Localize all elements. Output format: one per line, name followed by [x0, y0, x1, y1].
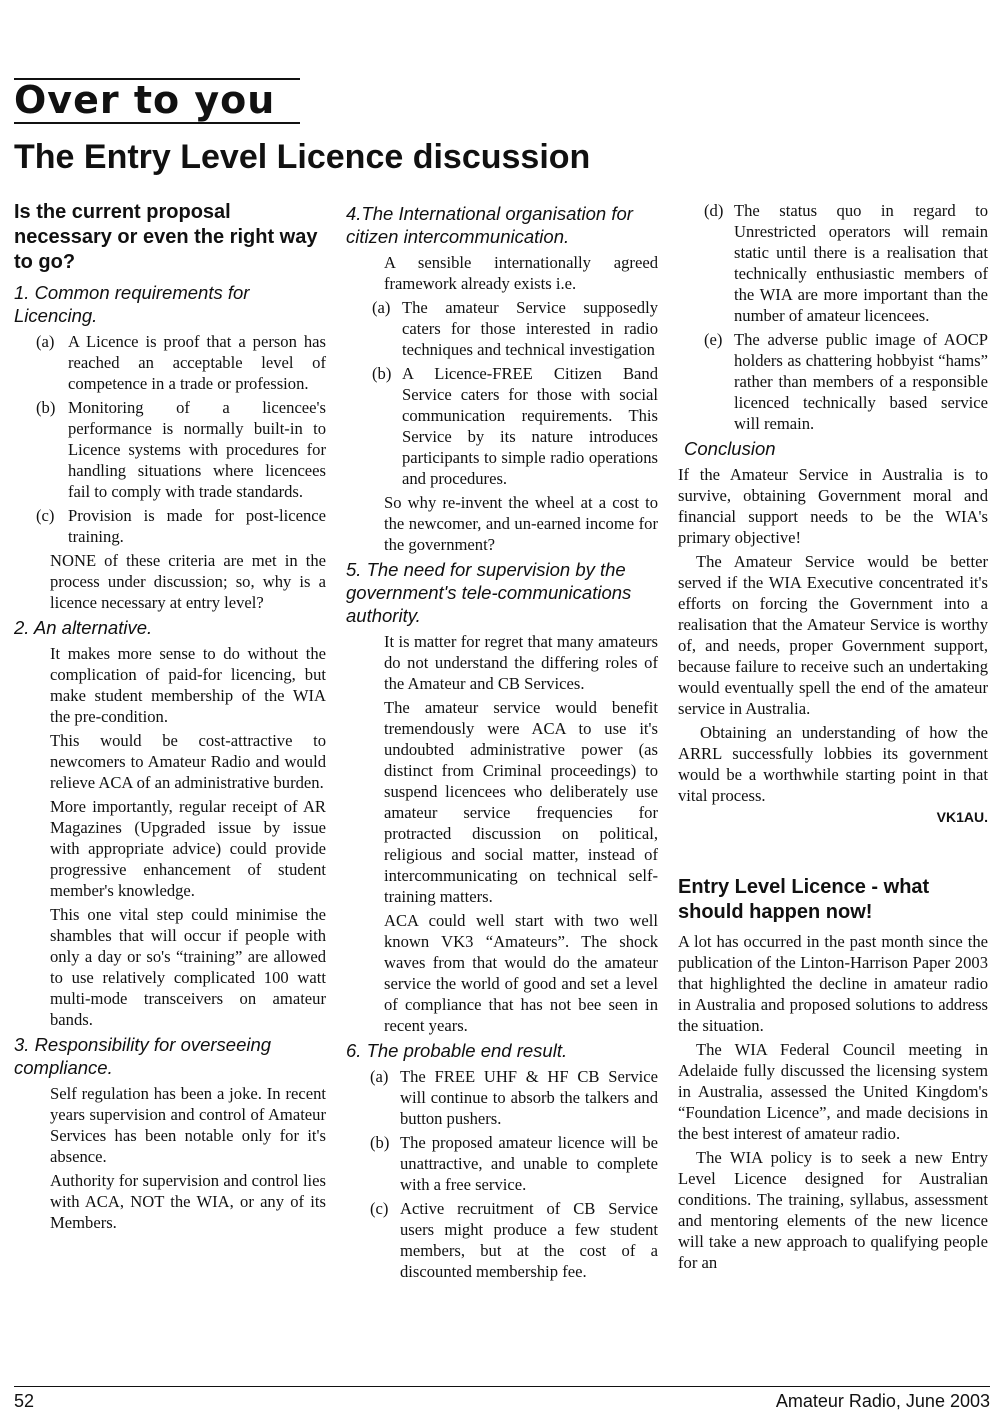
list-item-label: (a)	[36, 332, 55, 351]
list-item	[36, 505, 326, 547]
list-item-label: (b)	[370, 1133, 390, 1152]
list-4	[346, 297, 658, 489]
paragraph: ACA could well start with two well known VK3 “Amateurs”. The shock waves from that would do the amateur service the world of good and set a level of compliance that has not bee seen in recent years.	[384, 911, 658, 1035]
column-2	[346, 200, 658, 1285]
list-item	[36, 331, 326, 394]
section-3-body	[14, 1083, 326, 1233]
heading-conclusion: Conclusion	[684, 438, 776, 459]
list-item-text: A Licence is proof that a person has reached an acceptable level of competence in a trade or profession.	[68, 332, 326, 393]
list-item-text: The proposed amateur licence will be unattractive, and unable to complete with a free service.	[400, 1133, 658, 1194]
heading-5: 5. The need for supervision by the government's tele-communications authority.	[346, 559, 632, 626]
paragraph: Authority for supervision and control lies with ACA, NOT the WIA, or any of its Members.	[50, 1171, 326, 1232]
list-item-text: Provision is made for post-licence training.	[68, 506, 326, 546]
header-bottom-rule	[14, 122, 300, 124]
paragraph: Self regulation has been a joke. In recent years supervision and control of Amateur Services has been notable only for it's absence.	[50, 1084, 326, 1166]
section-2-body	[14, 643, 326, 1030]
heading-1: 1. Common requirements for Licencing.	[14, 282, 250, 326]
list-1	[14, 331, 326, 547]
paragraph: The WIA Federal Council meeting in Adelaide fully discussed the licensing system in Australia, assessed the United Kingdom's “Foundation Licence”, and made decisions in the best interest of amateur radio.	[678, 1040, 988, 1143]
list-item-text: The adverse public image of AOCP holders as chattering hobbyist “hams” rather than members of a responsible licenced technically based service will remain.	[734, 330, 988, 433]
paragraph: So why re-invent the wheel at a cost to the newcomer, and un-earned income for the government?	[384, 493, 658, 554]
list-item-label: (b)	[372, 364, 392, 383]
list-item-label: (b)	[36, 398, 56, 417]
column-3	[678, 200, 988, 1276]
list-6	[346, 1066, 658, 1282]
heading-4: 4.The International organisation for citizen intercommunication.	[346, 203, 633, 247]
heading-6: 6. The probable end result.	[346, 1040, 568, 1061]
list-item-text: Active recruitment of CB Service users might produce a few student members, but at the cost of a discounted membership fee.	[400, 1199, 658, 1281]
list-item	[704, 329, 988, 434]
paragraph: It is matter for regret that many amateurs do not understand the differing roles of the Amateur and CB Services.	[384, 632, 658, 693]
list-item	[370, 1066, 658, 1129]
col1-subheading: Is the current proposal necessary or even the right way to go?	[14, 201, 318, 273]
list-item-text: The status quo in regard to Unrestricted operators will remain static until there is a realisation that technically enthusiastic members of the WIA are more important than the number of amateur licencees.	[734, 201, 988, 325]
paragraph: A sensible internationally agreed framework already exists i.e.	[384, 253, 658, 293]
list-item	[370, 1198, 658, 1282]
paragraph: A lot has occurred in the past month since the publication of the Linton-Harrison Paper 2003 that highlighted the decline in amateur radio in Australia and proposed solutions to address the situation.	[678, 932, 988, 1035]
list-item-label: (e)	[704, 330, 723, 349]
list-item	[704, 200, 988, 326]
list-item	[370, 1132, 658, 1195]
paragraph: NONE of these criteria are met in the process under discussion; so, why is a licence necessary at entry level?	[50, 551, 326, 612]
article-title: The Entry Level Licence discussion	[14, 138, 591, 176]
paragraph: Obtaining an understanding of how the ARRL successfully lobbies its government would be a worthwhile starting point in that vital process.	[678, 723, 988, 805]
list-item	[36, 397, 326, 502]
col3-subheading: Entry Level Licence - what should happen now!	[678, 876, 930, 923]
paragraph: This one vital step could minimise the shambles that will occur if people with only a day or so's “training” are allowed to use relatively complicated 100 watt multi-mode transceivers on amateur bands.	[50, 905, 326, 1029]
section-5-body	[346, 631, 658, 1036]
list-item-label: (a)	[370, 1067, 389, 1086]
list-item-label: (c)	[370, 1199, 389, 1218]
section-title: Over to you	[14, 78, 276, 122]
column-1	[14, 200, 326, 1236]
list-item	[372, 297, 658, 360]
list-item-label: (a)	[372, 298, 391, 317]
list-item-text: Monitoring of a licencee's performance is normally built-in to Licence systems with procedures for handling situations where licencees fail to comply with trade standards.	[68, 398, 326, 501]
paragraph: More importantly, regular receipt of AR Magazines (Upgraded issue by issue with appropriate advice) could provide progressive enhancement of student member's knowledge.	[50, 797, 326, 900]
list-item-label: (c)	[36, 506, 55, 525]
list-item	[372, 363, 658, 489]
footer-rule	[14, 1386, 990, 1387]
paragraph: This would be cost-attractive to newcomers to Amateur Radio and would relieve ACA of an administrative burden.	[50, 731, 326, 792]
page-number: 52	[14, 1391, 35, 1411]
heading-2: 2. An alternative.	[14, 617, 153, 638]
list-item-text: A Licence-FREE Citizen Band Service caters for those with social communication requirements. This Service by its nature introduces participants to simple radio operations and procedures.	[402, 364, 658, 488]
paragraph: The amateur service would benefit tremendously were ACA to use it's undoubted administrative power (as distinct from Criminal proceedings) to suspend licencees who deliberately use amateur service frequencies for protracted discussion on political, religious and social matter, instead of intercommunicating on technical self-training matters.	[384, 698, 658, 906]
publication-info: Amateur Radio, June 2003	[775, 1391, 990, 1411]
paragraph: If the Amateur Service in Australia is to survive, obtaining Government moral and financial support needs to be the WIA's primary objective!	[678, 465, 988, 547]
list-item-text: The amateur Service supposedly caters for those interested in radio techniques and technical investigation	[402, 298, 658, 359]
paragraph: It makes more sense to do without the complication of paid-for licencing, but make student membership of the WIA the pre-condition.	[50, 644, 326, 726]
list-item-label: (d)	[704, 201, 724, 220]
list-continued	[678, 200, 988, 434]
paragraph: The WIA policy is to seek a new Entry Level Licence designed for Australian conditions. The training, syllabus, assessment and mentoring elements of the new licence will take a new approach to qualifying people for an	[678, 1148, 988, 1272]
list-item-text: The FREE UHF & HF CB Service will continue to absorb the talkers and button pushers.	[400, 1067, 658, 1128]
heading-3: 3. Responsibility for overseeing compliance.	[14, 1034, 272, 1078]
author-signature: VK1AU.	[936, 809, 988, 825]
paragraph: The Amateur Service would be better served if the WIA Executive concentrated it's efforts on forcing the Government into a realisation that the Amateur Service is worthy of, and needs, proper Government support, because failure to receive such an undertaking would eventually spell the end of the amateur service in Australia.	[678, 552, 988, 718]
